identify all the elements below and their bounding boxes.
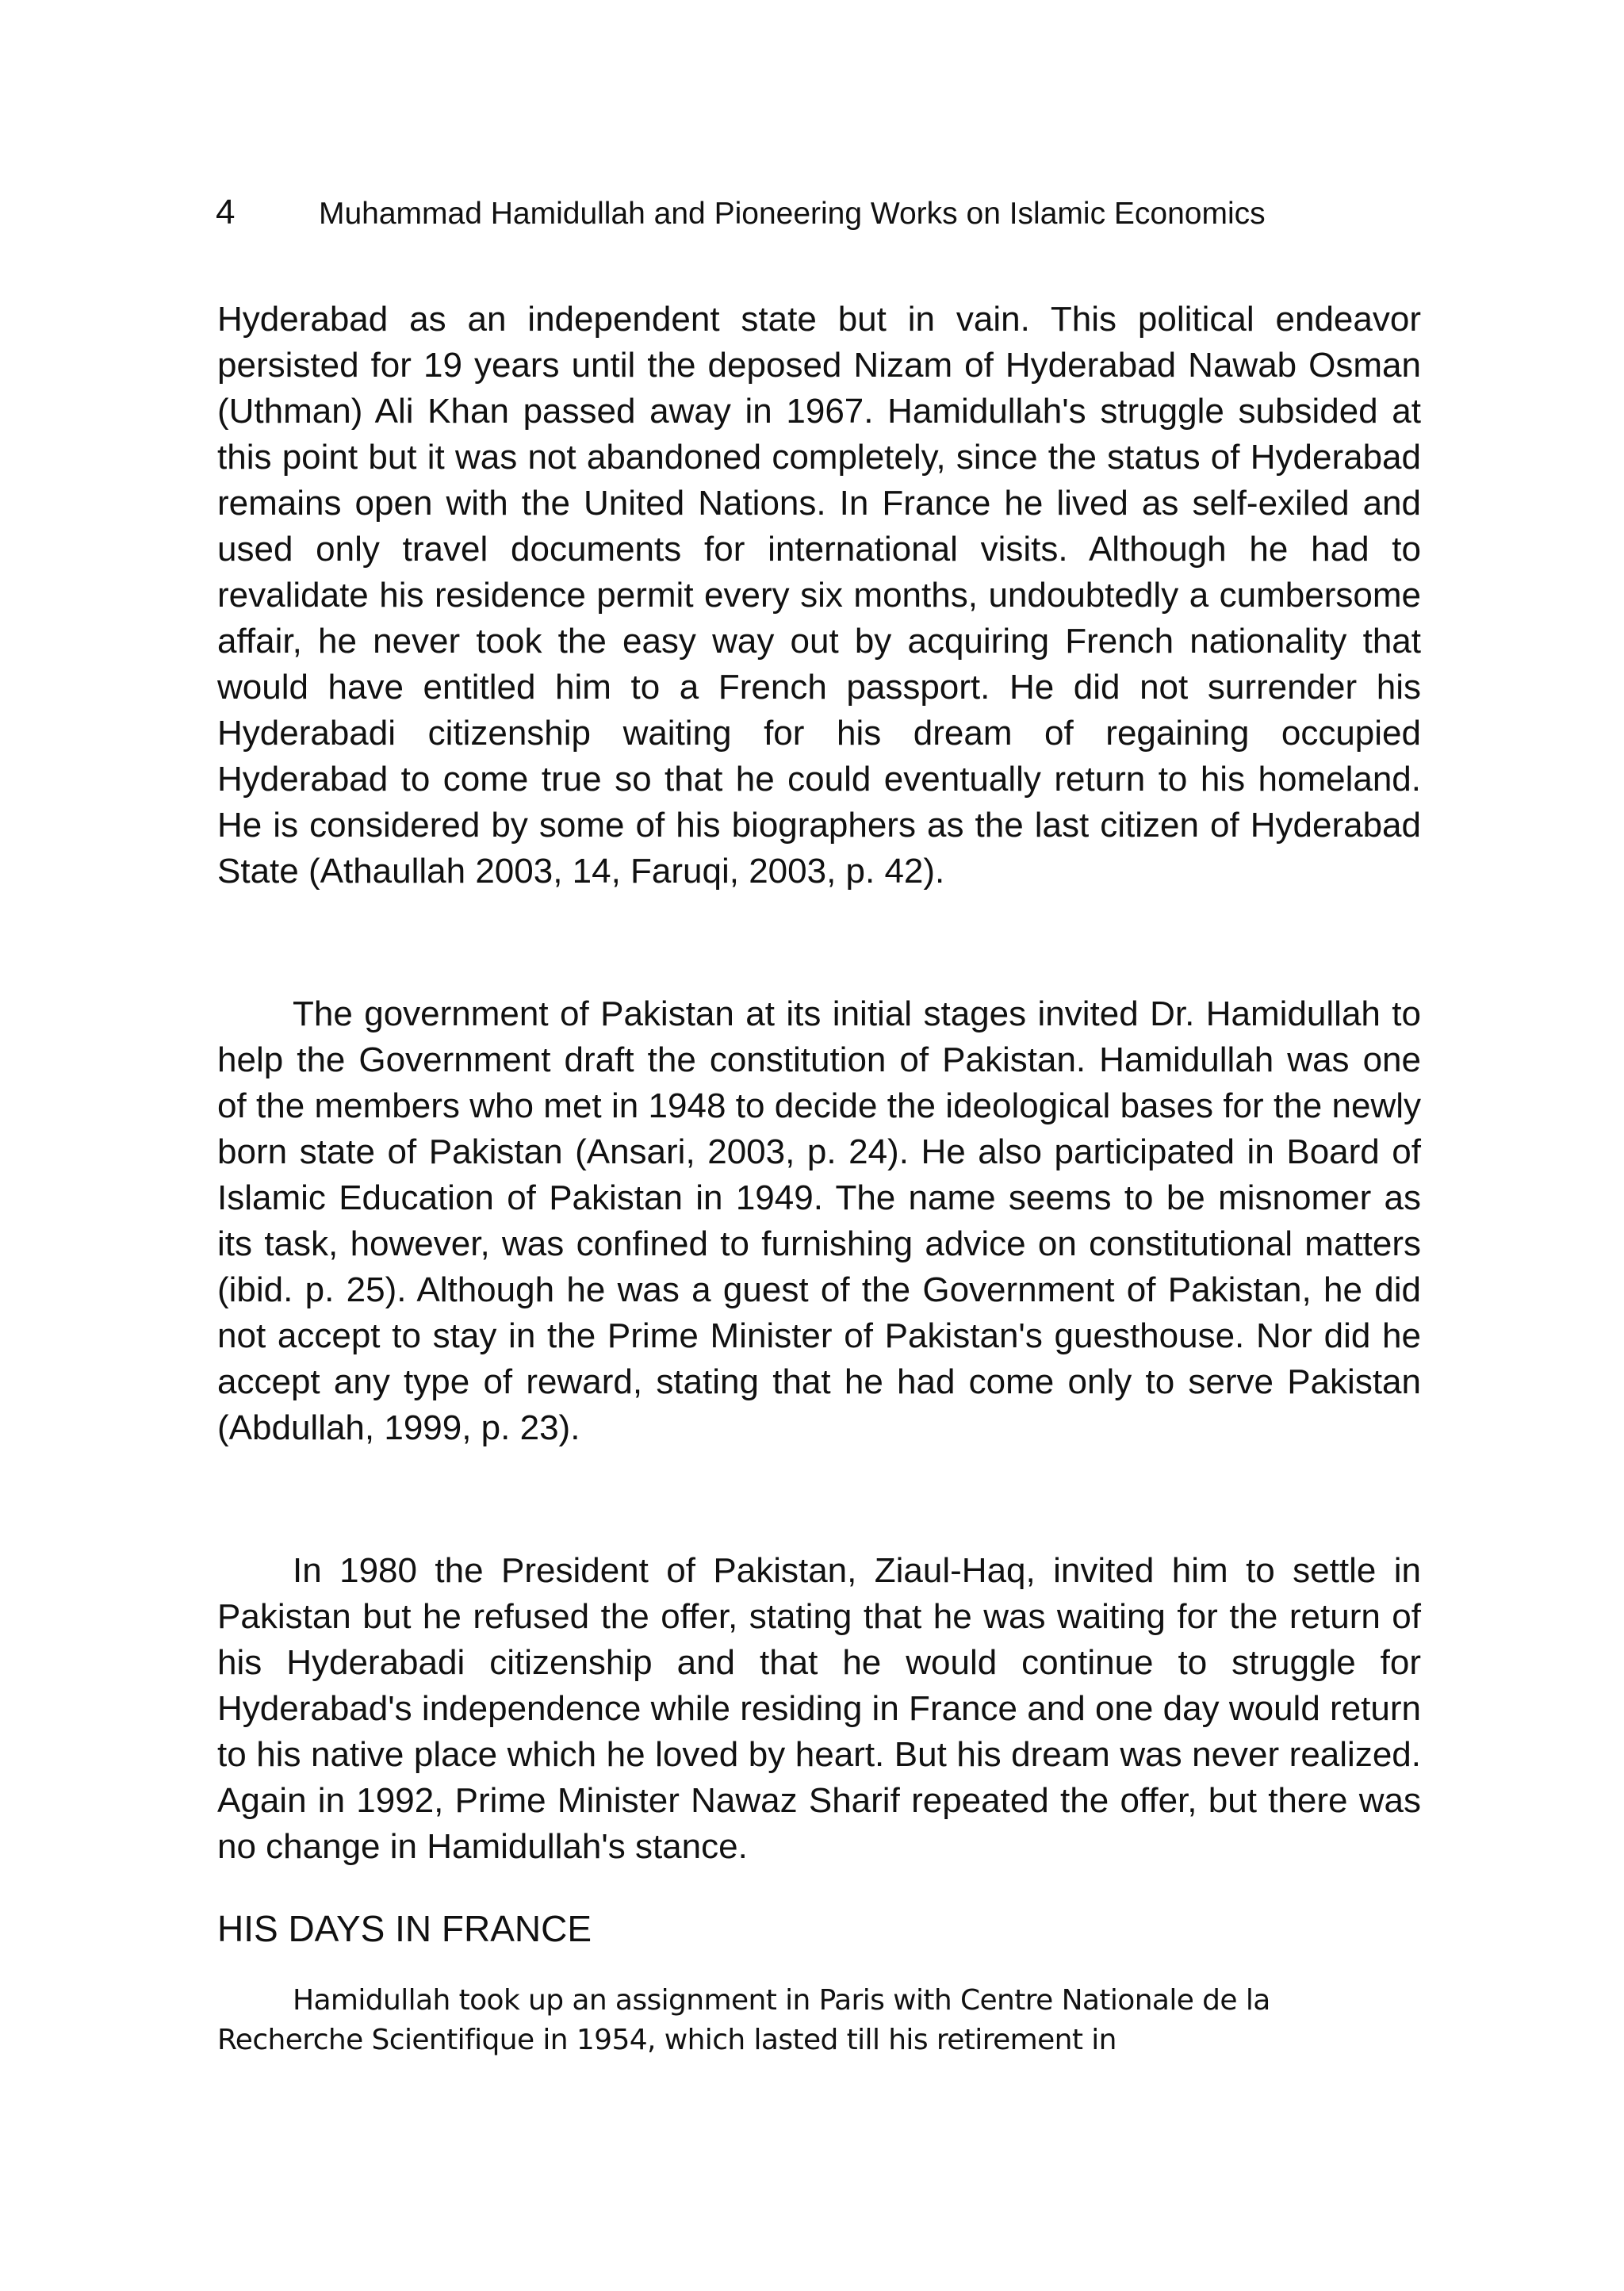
section-paragraph: Hamidullah took up an assignment in Paris with Centre Nationale de la Recherche Scientifique in 1954, which lasted till his retirement in (217, 1984, 1270, 2056)
body-paragraph-2: The government of Pakistan at its initial stages invited Dr. Hamidullah to help the Government draft the constitution of Pakistan. Hamidullah was one of the members who met in 1948 to decide the ideological bases for the newly born state of Pakistan (Ansari, 2003, p. 24). He also participated in Board of Islamic Education of Pakistan in 1949. The name seems to be misnomer as its task, however, was confined to furnishing advice on constitutional matters (ibid. p. 25). Although he was a guest of the Government of Pakistan, he did not accept to stay in the Prime Minister of Pakistan's guesthouse. Nor did he accept any type of reward, stating that he had come only to serve Pakistan (Abdullah, 1999, p. 23). (217, 994, 1421, 1447)
body-paragraph-1: Hyderabad as an independent state but in vain. This political endeavor persisted for 19 years until the deposed Nizam of Hyderabad Nawab Osman (Uthman) Ali Khan passed away in 1967. Hamidullah's struggle subsided at this point but it was not abandoned completely, since the status of Hyderabad remains open with the United Nations. In France he lived as self-exiled and used only travel documents for international visits. Although he had to revalidate his residence permit every six months, undoubtedly a cumbersome affair, he never took the easy way out by acquiring French nationality that would have entitled him to a French passport. He did not surrender his Hyderabadi citizenship waiting for his dream of regaining occupied Hyderabad to come true so that he could eventually return to his homeland. He is considered by some of his biographers as the last citizen of Hyderabad State (Athaullah 2003, 14, Faruqi, 2003, p. 42). (217, 300, 1421, 891)
page-number: 4 (216, 193, 236, 232)
body-paragraph-3: In 1980 the President of Pakistan, Ziaul-Haq, invited him to settle in Pakistan but he refused the offer, stating that he was waiting for the return of his Hyderabadi citizenship and that he would continue to struggle for Hyderabad's independence while residing in France and one day would return to his native place which he loved by heart. But his dream was never realized. Again in 1992, Prime Minister Nawaz Sharif repeated the offer, but there was no change in Hamidullah's stance. (217, 1551, 1421, 1866)
running-header (216, 189, 1421, 236)
section-heading: HIS DAYS IN FRANCE (217, 1908, 592, 1949)
running-header-title: Muhammad Hamidullah and Pioneering Works on Islamic Economics (319, 197, 1266, 231)
